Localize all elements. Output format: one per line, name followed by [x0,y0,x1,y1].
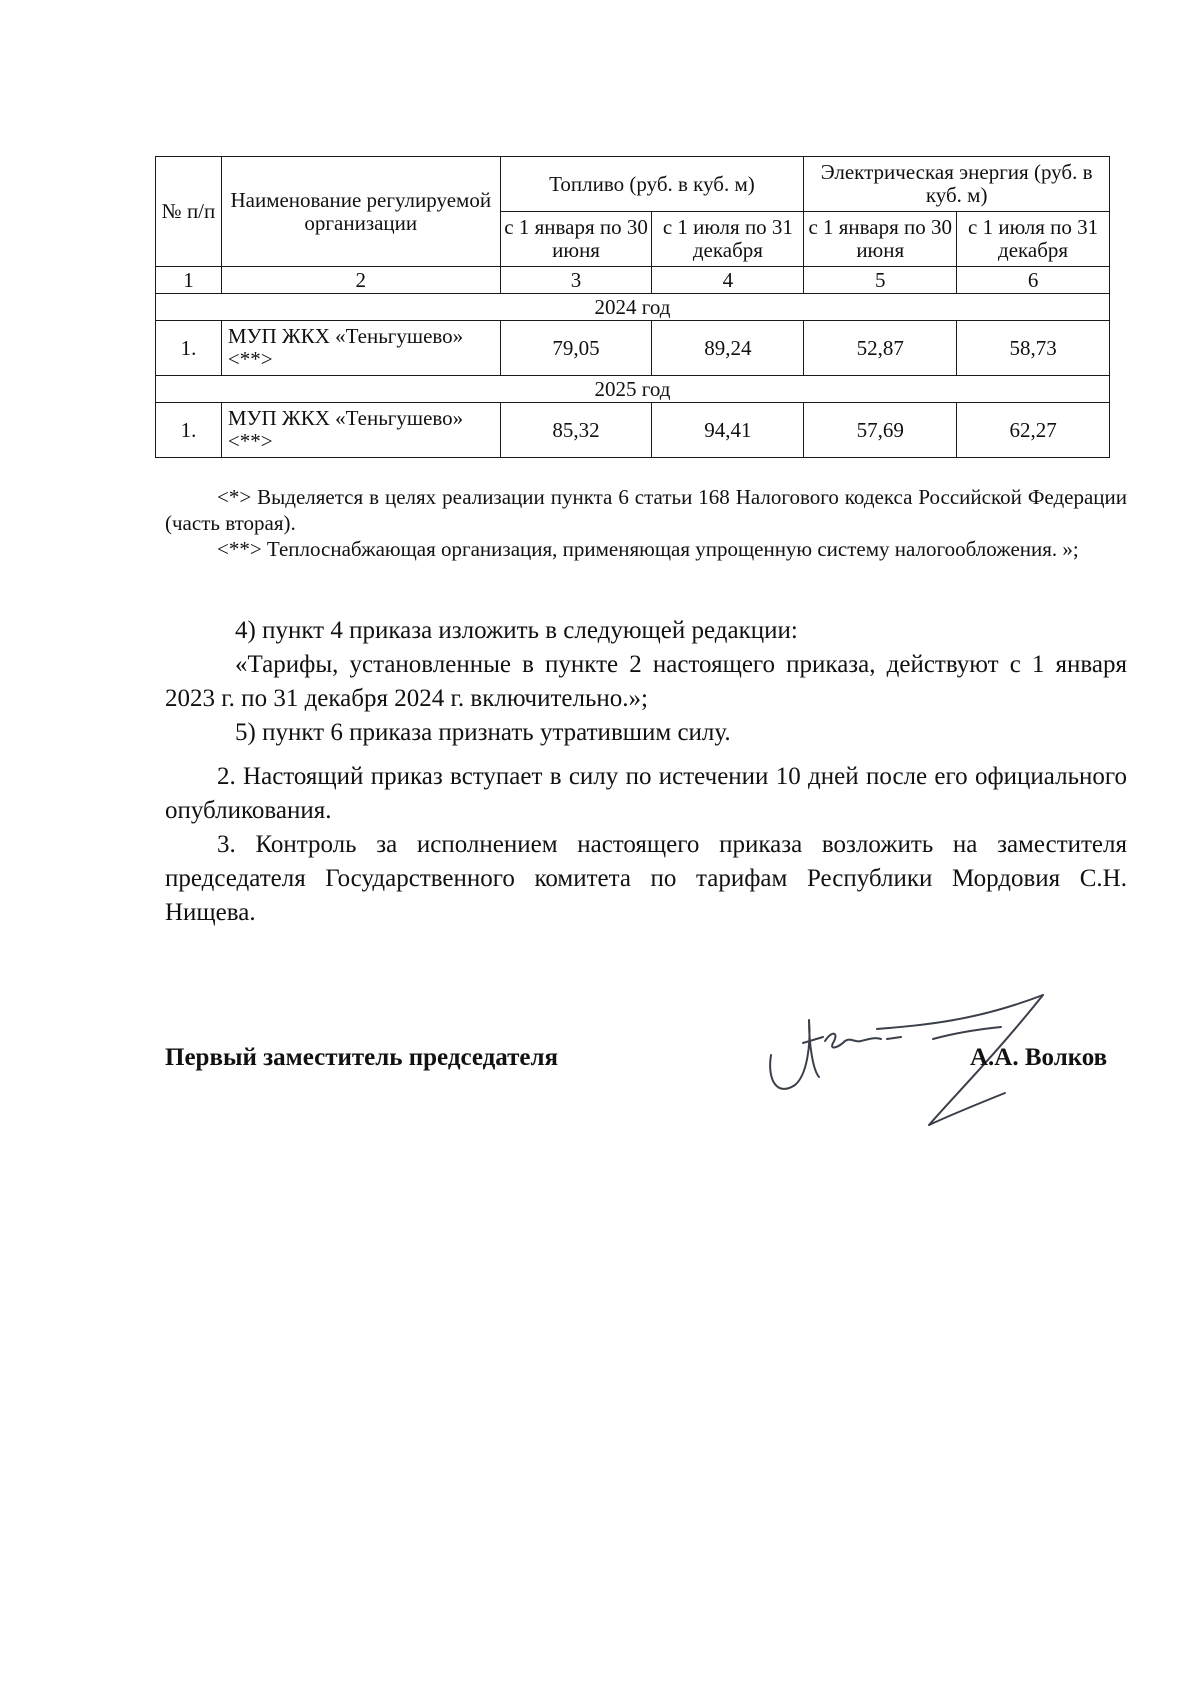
row-num: 1. [156,321,222,376]
row-el-h1: 52,87 [804,321,957,376]
amendment-4: 4) пункт 4 приказа изложить в следующей редакции: [235,617,798,644]
row-fuel-h2: 89,24 [652,321,804,376]
year-label: 2025 год [156,376,1110,403]
row-org: МУП ЖКХ «Теньгушево» <**> [221,403,500,458]
column-number: 5 [804,267,957,294]
amendment-5: 5) пункт 6 приказа признать утратившим силу. [235,719,731,746]
column-number: 2 [221,267,500,294]
footnote-2: <**> Теплоснабжающая организация, применяющая упрощенную систему налогообложения. »; [217,537,1079,561]
column-number-row [156,267,1110,294]
row-fuel-h2: 94,41 [652,403,804,458]
signatory-name: А.А. Волков [970,1044,1108,1071]
row-el-h2: 58,73 [957,321,1110,376]
year-label: 2024 год [156,294,1110,321]
column-number: 6 [957,267,1110,294]
clause-2: 2. Настоящий приказ вступает в силу по истечении 10 дней после его официального опубликования. [165,763,1127,824]
table-header-row [156,157,1110,212]
year-row-2024 [156,294,1110,321]
row-el-h1: 57,69 [804,403,957,458]
amendments [165,614,1127,750]
row-org: МУП ЖКХ «Теньгушево» <**> [221,321,500,376]
table-row [156,403,1110,458]
column-number: 1 [156,267,222,294]
header-org: Наименование регулируемой организации [221,157,500,267]
signatory-title: Первый заместитель председателя [165,1044,559,1071]
clause-3: 3. Контроль за исполнением настоящего приказа возложить на заместителя председателя Государственного комитета по тарифам Республики Мордовия С.Н. Нищева. [165,831,1127,926]
header-el-h1: с 1 января по 30 июня [804,212,957,267]
header-num: № п/п [156,157,222,267]
footnote-1: <*> Выделяется в целях реализации пункта 6 статьи 168 Налогового кодекса Российской Федерации (часть вторая). [165,485,1127,535]
closing-clauses [165,760,1127,930]
row-fuel-h1: 85,32 [500,403,652,458]
row-fuel-h1: 79,05 [500,321,652,376]
header-el-h2: с 1 июля по 31 декабря [957,212,1110,267]
column-number: 4 [652,267,804,294]
header-electricity: Электрическая энергия (руб. в куб. м) [804,157,1110,212]
row-el-h2: 62,27 [957,403,1110,458]
amendment-4-text: «Тарифы, установленные в пункте 2 настоящего приказа, действуют с 1 января 2023 г. по 31 декабря 2024 г. включительно.»; [165,651,1127,712]
header-fuel-h1: с 1 января по 30 июня [500,212,652,267]
table-row [156,321,1110,376]
tariff-table [155,156,1110,458]
column-number: 3 [500,267,652,294]
row-num: 1. [156,403,222,458]
year-row-2025 [156,376,1110,403]
header-fuel-h2: с 1 июля по 31 декабря [652,212,804,267]
footnotes [165,484,1127,562]
header-fuel: Топливо (руб. в куб. м) [500,157,804,212]
